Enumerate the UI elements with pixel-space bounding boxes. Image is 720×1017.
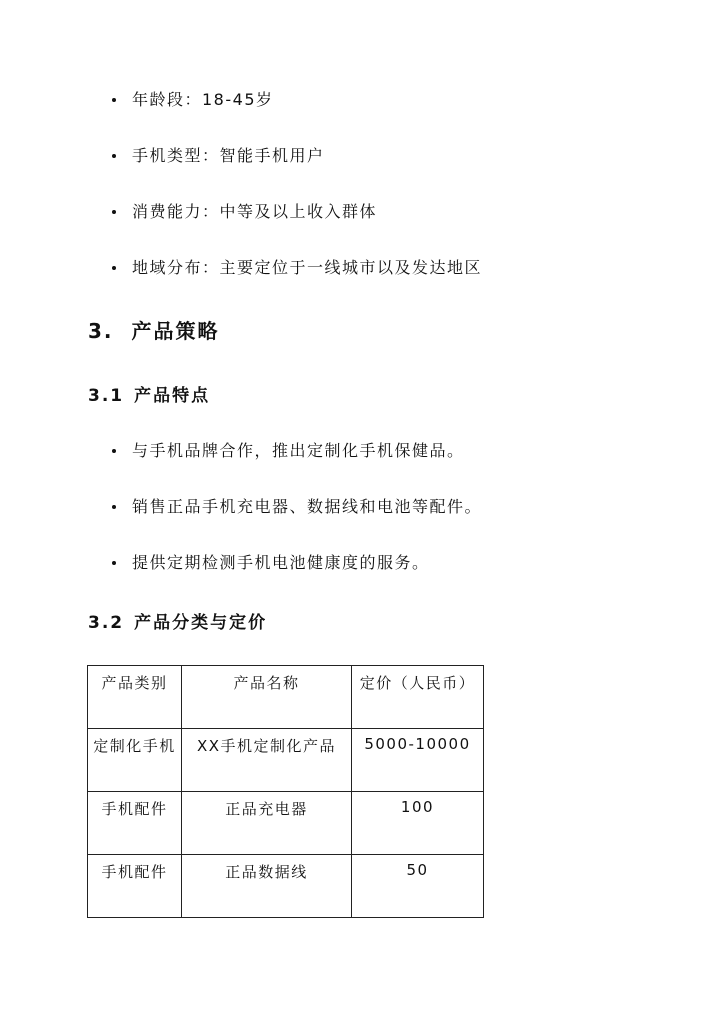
section-3-2-number: 3.2 bbox=[88, 613, 125, 633]
table-cell: 正品充电器 bbox=[182, 792, 352, 855]
bullet-dot-icon bbox=[112, 266, 116, 270]
bullet-spending: 消费能力：中等及以上收入群体 bbox=[112, 202, 377, 222]
table-cell: XX手机定制化产品 bbox=[182, 729, 352, 792]
section-3-1-number: 3.1 bbox=[88, 386, 125, 406]
table-header-cell: 定价（人民币） bbox=[352, 666, 484, 729]
bullet-feature-1: 与手机品牌合作，推出定制化手机保健品。 bbox=[112, 441, 465, 461]
bullet-age: 年龄段：18-45岁 bbox=[112, 90, 274, 110]
bullet-feature-2: 销售正品手机充电器、数据线和电池等配件。 bbox=[112, 497, 482, 517]
table-row bbox=[88, 855, 484, 918]
section-3-heading bbox=[88, 315, 220, 344]
table-cell: 100 bbox=[352, 792, 484, 855]
bullet-dot-icon bbox=[112, 505, 116, 509]
pricing-table bbox=[87, 665, 484, 918]
bullet-dot-icon bbox=[112, 210, 116, 214]
table-cell: 手机配件 bbox=[88, 855, 182, 918]
section-3-2-heading bbox=[88, 608, 267, 633]
section-3-1-heading bbox=[88, 381, 210, 406]
bullet-dot-icon bbox=[112, 154, 116, 158]
table-row bbox=[88, 729, 484, 792]
table-header-row bbox=[88, 666, 484, 729]
section-3-1-title: 产品特点 bbox=[134, 386, 211, 406]
section-3-title: 产品策略 bbox=[131, 319, 220, 343]
table-header-cell: 产品名称 bbox=[182, 666, 352, 729]
table-cell: 定制化手机 bbox=[88, 729, 182, 792]
section-3-2-title: 产品分类与定价 bbox=[134, 613, 268, 633]
table-cell: 5000-10000 bbox=[352, 729, 484, 792]
table-cell: 50 bbox=[352, 855, 484, 918]
bullet-dot-icon bbox=[112, 561, 116, 565]
table-header-cell: 产品类别 bbox=[88, 666, 182, 729]
table-cell: 手机配件 bbox=[88, 792, 182, 855]
bullet-feature-3: 提供定期检测手机电池健康度的服务。 bbox=[112, 553, 430, 573]
table-cell: 正品数据线 bbox=[182, 855, 352, 918]
bullet-phone-type: 手机类型：智能手机用户 bbox=[112, 146, 325, 166]
bullet-dot-icon bbox=[112, 98, 116, 102]
bullet-region: 地域分布：主要定位于一线城市以及发达地区 bbox=[112, 258, 482, 278]
section-3-number: 3. bbox=[88, 319, 114, 343]
bullet-dot-icon bbox=[112, 449, 116, 453]
table-row bbox=[88, 792, 484, 855]
